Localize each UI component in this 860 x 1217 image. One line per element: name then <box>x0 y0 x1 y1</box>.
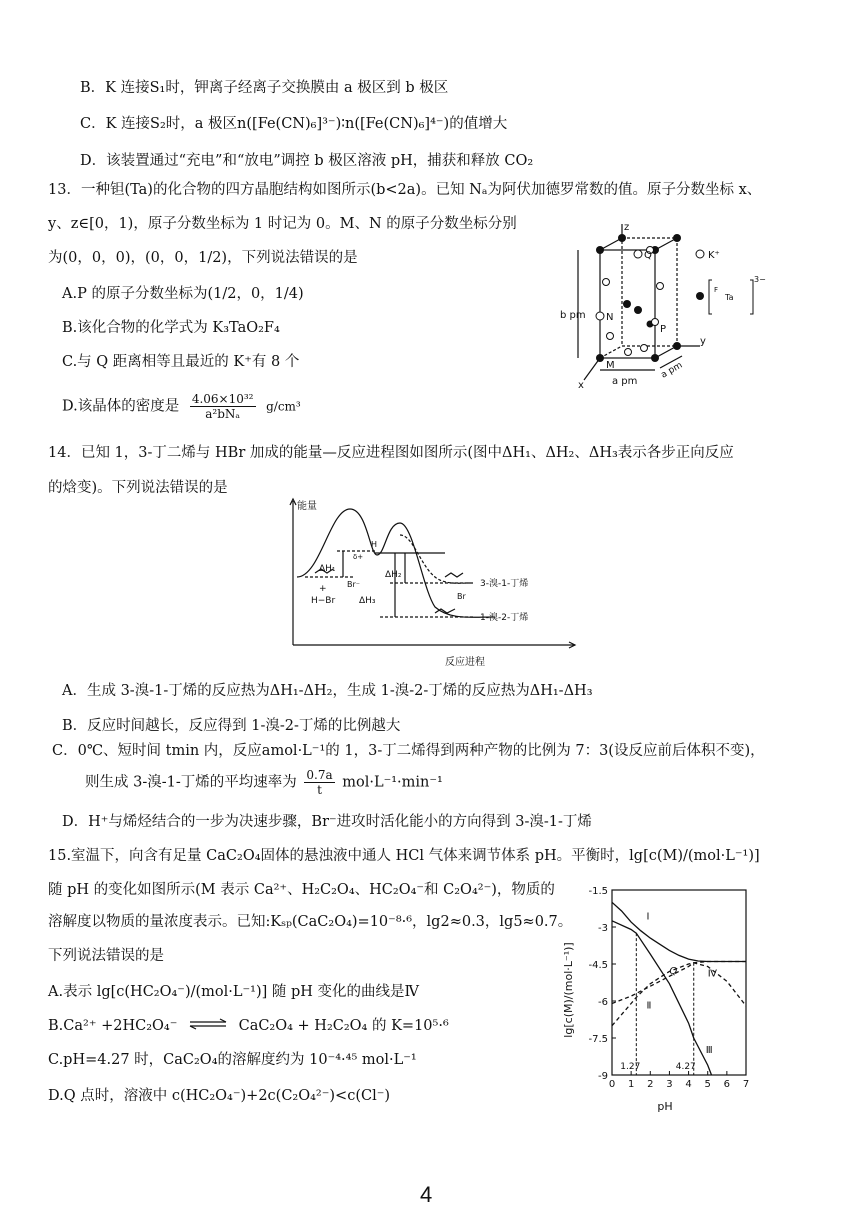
q13-option-c: C.与 Q 距离相等且最近的 K⁺有 8 个 <box>62 354 300 370</box>
y-tick-label: -9 <box>598 1071 608 1082</box>
q15-lg-concentration-chart <box>560 870 760 1120</box>
q15-option-b <box>48 1016 449 1036</box>
q15-option-b-right: CaC₂O₄ + H₂C₂O₄ 的 K=10⁵·⁶ <box>238 1018 449 1034</box>
q15-option-d: D.Q 点时，溶液中 c(HC₂O₄⁻)+2c(C₂O₄²⁻)<c(Cl⁻) <box>48 1088 391 1104</box>
q13-stem-line1: 13．一种钽(Ta)的化合物的四方晶胞结构如图所示(b<2a)。已知 Nₐ为阿伏加德罗常数的值。原子分数坐标 x、 <box>48 182 762 198</box>
x-tick-label: 6 <box>723 1079 731 1090</box>
br-substituent-label: Br <box>457 592 466 601</box>
q12-option-d: D．该装置通过“充电”和“放电”调控 b 极区溶液 pH，捕获和释放 CO₂ <box>80 153 534 169</box>
q14-rate-unit: mol·L⁻¹·min⁻¹ <box>342 774 443 791</box>
q13-stem-line2: y、z∈[0，1)，原子分数坐标为 1 时记为 0。M、N 的原子分数坐标分别 <box>48 216 517 232</box>
hbr-label: H−Br <box>311 596 336 606</box>
q13-density-denominator: a²bNₐ <box>205 407 241 421</box>
q12-option-c: C．K 连接S₂时，a 极区n([Fe(CN)₆]³⁻)∶n([Fe(CN)₆]⁴⁻)的值增大 <box>80 116 508 132</box>
proton-label: H <box>371 540 378 549</box>
plot-area <box>612 890 746 1075</box>
equilibrium-arrow-icon <box>188 1018 228 1030</box>
q13-option-b: B.该化合物的化学式为 K₃TaO₂F₄ <box>62 320 280 336</box>
q15-stem-line3: 溶解度以物质的量浓度表示。已知:Kₛₚ(CaC₂O₄)=10⁻⁸·⁶，lg2≈0.3，lg5≈0.7。 <box>48 914 573 930</box>
q15-stem-line4: 下列说法错误的是 <box>48 948 164 964</box>
series-label-Ⅱ: Ⅱ <box>646 1000 652 1012</box>
y-axis-label: lg[c(M)/(mol·L⁻¹)] <box>562 942 575 1038</box>
q15-option-c: C.pH=4.27 时，CaC₂O₄的溶解度约为 10⁻⁴·⁴⁵ mol·L⁻¹ <box>48 1052 417 1068</box>
a-depth-label: a pm <box>659 360 685 381</box>
pka1-annotation: 1.27 <box>620 1062 641 1072</box>
q15-option-b-left: B.Ca²⁺ +2HC₂O₄⁻ <box>48 1018 178 1034</box>
atom-m-label: M <box>606 360 615 371</box>
q14-option-d: D．H⁺与烯烃结合的一步为决速步骤，Br⁻进攻时活化能小的方向得到 3-溴-1-丁烯 <box>62 814 592 830</box>
energy-profile-figure <box>285 495 585 670</box>
q14-rate-fraction <box>304 768 334 797</box>
crystal-cell-figure <box>560 220 780 395</box>
series-label-Ⅲ: Ⅲ <box>705 1044 713 1056</box>
page-number: 4 <box>420 1182 433 1207</box>
x-tick-label: 7 <box>742 1079 750 1090</box>
atom-p-label: P <box>660 324 667 335</box>
pka2-annotation: 4.27 <box>675 1062 696 1072</box>
legend-k-icon <box>696 250 704 258</box>
y-tick-label: -6 <box>598 997 608 1008</box>
q12-option-b: B．K 连接S₁时，钾离子经离子交换膜由 a 极区到 b 极区 <box>80 80 449 96</box>
product-2-label: 1-溴-2-丁烯 <box>480 613 529 623</box>
dh3-label: ΔH₃ <box>359 596 376 606</box>
z-axis-label: z <box>624 222 630 233</box>
q13-density-unit: g/cm³ <box>266 399 301 414</box>
q14-stem-line2: 的焓变)。下列说法错误的是 <box>48 480 228 496</box>
q14-option-c-line1: C．0℃、短时间 tmin 内，反应amol·L⁻¹的 1，3-丁二烯得到两种产物的比例为 7：3(设反应前后体积不变)， <box>52 743 765 759</box>
q13-density-numerator: 4.06×10³² <box>191 392 254 406</box>
y-tick-label: -4.5 <box>588 960 608 971</box>
x-axis-label: pH <box>657 1100 673 1113</box>
x-axis-label: x <box>578 380 584 391</box>
q13-density-fraction <box>190 392 256 421</box>
legend-k-label: K⁺ <box>708 250 720 261</box>
x-tick-label: 3 <box>666 1079 673 1090</box>
q13-stem-line3: 为(0，0，0)，(0，0，1/2)，下列说法错误的是 <box>48 250 358 266</box>
y-tick-label: -3 <box>598 923 608 934</box>
atom-n-label: N <box>606 312 614 323</box>
legend-f-label: F <box>714 286 719 294</box>
dh1-label: ΔH₁ <box>319 564 336 574</box>
x-tick-label: 0 <box>608 1079 616 1090</box>
q15-stem-line2: 随 pH 的变化如图所示(M 表示 Ca²⁺、H₂C₂O₄、HC₂O₄⁻和 C₂O₄²⁻)，物质的 <box>48 882 555 898</box>
q14-option-b: B．反应时间越长，反应得到 1-溴-2-丁烯的比例越大 <box>62 718 401 734</box>
point-q-label: Q <box>669 965 678 977</box>
delta-plus-label: δ+ <box>353 553 364 561</box>
series-line-Ⅰ <box>612 902 746 961</box>
legend-taf-icon <box>696 292 704 300</box>
progress-axis-label: 反应进程 <box>445 657 485 668</box>
y-tick-label: -7.5 <box>588 1034 608 1045</box>
product-1-label: 3-溴-1-丁烯 <box>480 579 529 589</box>
q13-option-a: A.P 的原子分数坐标为(1/2，0，1/4) <box>62 286 304 302</box>
atom-q-label: Q <box>644 250 652 261</box>
legend-ta-label: Ta <box>725 293 734 302</box>
q15-stem-line1: 15.室温下，向含有足量 CaC₂O₄固体的悬浊液中通人 HCl 气体来调节体系 pH。平衡时，lg[c(M)/(mol·L⁻¹)] <box>48 848 760 864</box>
energy-axis-label: 能量 <box>297 501 317 512</box>
q14-option-a: A．生成 3-溴-1-丁烯的反应热为ΔH₁-ΔH₂，生成 1-溴-2-丁烯的反应热为ΔH₁-ΔH₃ <box>62 683 593 699</box>
q14-stem-line1: 14．已知 1，3-丁二烯与 HBr 加成的能量—反应进程图如图所示(图中ΔH₁、ΔH₂、ΔH₃表示各步正向反应 <box>48 445 734 461</box>
q13-option-d <box>62 392 301 421</box>
dh2-label: ΔH₂ <box>385 570 402 580</box>
plus-sign: + <box>319 584 327 594</box>
series-label-Ⅰ: Ⅰ <box>646 911 650 923</box>
series-line-Ⅱ <box>612 963 746 1026</box>
q14-rate-denominator: t <box>317 783 322 797</box>
y-tick-label: -1.5 <box>588 886 608 897</box>
series-line-Ⅳ <box>612 962 746 1004</box>
y-axis-label: y <box>700 336 706 347</box>
x-tick-label: 2 <box>647 1079 654 1090</box>
q14-option-c-line2 <box>85 768 443 797</box>
x-tick-label: 5 <box>704 1079 711 1090</box>
a-length-label: a pm <box>612 376 638 387</box>
series-label-Ⅳ: Ⅳ <box>707 968 717 980</box>
x-tick-label: 1 <box>627 1079 635 1090</box>
q15-option-a: A.表示 lg[c(HC₂O₄⁻)/(mol·L⁻¹)] 随 pH 变化的曲线是Ⅳ <box>48 984 420 1000</box>
q14-rate-numerator: 0.7a <box>306 768 333 782</box>
q13-option-d-prefix: D.该晶体的密度是 <box>62 398 180 415</box>
legend-charge-label: 3− <box>754 275 766 284</box>
b-length-label: b pm <box>560 310 586 321</box>
q14-rate-prefix: 则生成 3-溴-1-丁烯的平均速率为 <box>85 774 297 791</box>
bromide-ion-label: Br⁻ <box>347 580 360 589</box>
x-tick-label: 4 <box>685 1079 692 1090</box>
